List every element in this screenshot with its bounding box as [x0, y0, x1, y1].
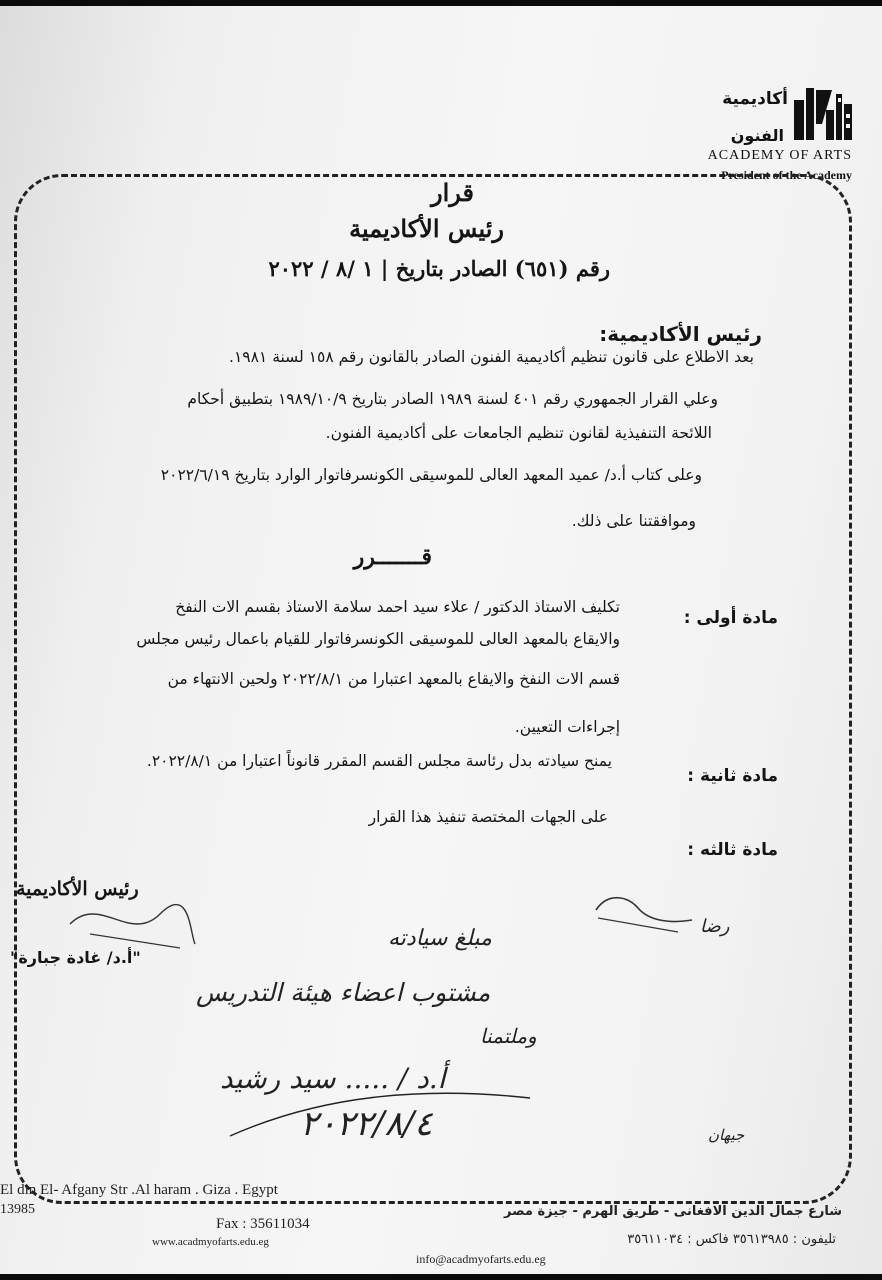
letterhead-subtitle: President of the Academy [721, 168, 852, 182]
decision-number: رقم (٦٥١) الصادر بتاريخ | ١ /٨ / ٢٠٢٢ [268, 256, 610, 281]
article-1-label: مادة أولى : [683, 608, 778, 628]
article-1-line: إجراءات التعيين. [514, 718, 620, 736]
handwritten-date: ٢٠٢٢/٨/٤ [300, 1104, 433, 1144]
footer-web[interactable]: www.acadmyofarts.edu.eg [152, 1236, 269, 1248]
handwritten-signature: أ.د / ..... سيد رشيد [220, 1062, 446, 1095]
issuer-title: رئيس الأكاديمية [349, 214, 504, 243]
footer-fax-en: Fax : 35611034 [216, 1216, 310, 1232]
handwritten-line: مبلغ سيادته [388, 926, 492, 951]
signatory-title: رئيس الأكاديمية [16, 878, 139, 900]
handwritten-line: مشتوب اعضاء هيئة التدريس [196, 978, 491, 1007]
paraph-scribble-icon [588, 890, 698, 940]
signature-scribble-icon [60, 884, 200, 954]
letterhead-name-ar-2: الفنون [730, 126, 784, 145]
preamble-heading: رئيس الأكاديمية: [599, 322, 762, 346]
article-1-line: والايقاع بالمعهد العالى للموسيقى الكونسرفاتوار للقيام باعمال رئيس مجلس [136, 630, 620, 648]
decides-heading: قـــــــرر [353, 544, 432, 570]
preamble-line: وعلى كتاب أ.د/ عميد المعهد العالى للموسيقى الكونسرفاتوار الوارد بتاريخ ٢٠٢٢/٦/١٩ [160, 466, 702, 484]
signatory-name: "أ.د/ غادة جبارة" [10, 948, 141, 967]
handwritten-initials: جيهان [708, 1126, 745, 1144]
footer-email[interactable]: info@acadmyofarts.edu.eg [416, 1252, 546, 1266]
article-3-line: على الجهات المختصة تنفيذ هذا القرار [368, 808, 608, 826]
footer-phone-en: 13985 [0, 1202, 35, 1217]
letterhead-name-ar-1: أكاديمية [722, 89, 788, 109]
footer-phone-ar: تليفون : ٣٥٦١٣٩٨٥ فاكس : ٣٥٦١١٠٣٤ [627, 1232, 836, 1247]
handwritten-line: وملتمنا [480, 1024, 537, 1048]
preamble-line: وموافقتنا على ذلك. [571, 512, 696, 530]
preamble-line: وعلي القرار الجمهوري رقم ٤٠١ لسنة ١٩٨٩ الصادر بتاريخ ١٩٨٩/١٠/٩ بتطبيق أحكام [187, 390, 718, 408]
academy-logo-icon [792, 84, 854, 146]
article-2-line: يمنح سيادته بدل رئاسة مجلس القسم المقرر قانوناً اعتبارا من ٢٠٢٢/٨/١. [146, 752, 612, 770]
article-1-line: قسم الات النفخ والايقاع بالمعهد اعتبارا من ٢٠٢٢/٨/١ ولحين الانتهاء من [167, 670, 620, 688]
footer-address-ar: شارع جمال الدين الافغانى - طريق الهرم - جيزة مصر [504, 1204, 842, 1219]
document-page [0, 6, 882, 1274]
handwritten-note: رضا [700, 916, 730, 937]
decision-title: قرار [431, 178, 474, 207]
article-3-label: مادة ثالثه : [687, 840, 778, 860]
preamble-line: اللائحة التنفيذية لقانون تنظيم الجامعات على أكاديمية الفنون. [325, 424, 712, 442]
letterhead-name-en: ACADEMY OF ARTS [707, 148, 852, 163]
preamble-line: بعد الاطلاع على قانون تنظيم أكاديمية الفنون الصادر بالقانون رقم ١٥٨ لسنة ١٩٨١. [229, 348, 754, 366]
article-2-label: مادة ثانية : [687, 766, 778, 786]
article-1-line: تكليف الاستاذ الدكتور / علاء سيد احمد سلامة الاستاذ بقسم الات النفخ [175, 598, 620, 616]
footer-address-en: El din El- Afgany Str .Al haram . Giza . Egypt [0, 1182, 278, 1198]
